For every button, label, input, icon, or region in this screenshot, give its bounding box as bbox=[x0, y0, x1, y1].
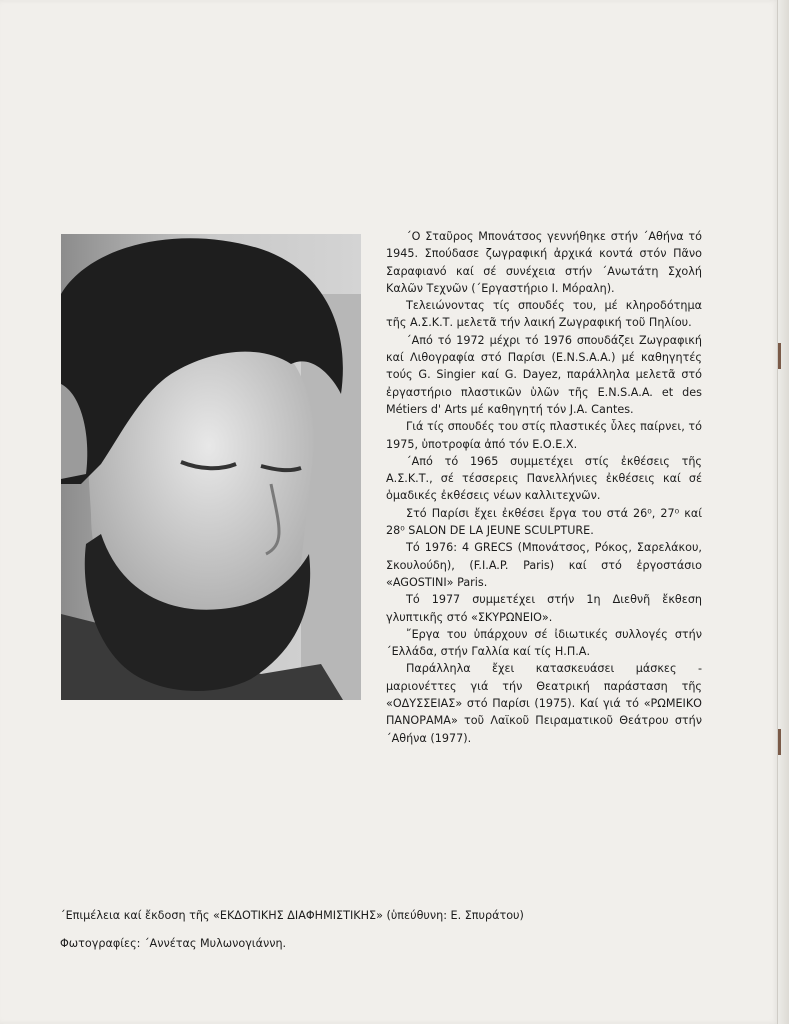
artist-portrait-photo bbox=[61, 234, 361, 700]
staple-mark bbox=[778, 343, 781, 369]
bio-paragraph: Στό Παρίσι ἔχει ἐκθέσει ἔργα του στά 26⁰, 27⁰ καί 28⁰ SALON DE LA JEUNE SCULPTURE. bbox=[386, 506, 702, 538]
bio-paragraph: Γιά τίς σπουδές του στίς πλαστικές ὗλες παίρνει, τό 1975, ὑποτροφία ἀπό τόν Ε.Ο.Ε.Χ. bbox=[386, 420, 702, 451]
bio-paragraph: Τελειώνοντας τίς σπουδές του, μέ κληροδότημα τῆς Α.Σ.Κ.Τ. μελετᾶ τήν λαική Ζωγραφική τοῦ Πηλίου. bbox=[386, 299, 702, 330]
bio-paragraph: Τό 1976: 4 GRECS (Μπονάτσος, Ρόκος, Σαρελάκου, Σκουλούδη), (F.I.A.P. Paris) καί στό ἐργοστάσιο «AGOSTINI» Paris. bbox=[386, 541, 702, 589]
bio-paragraph: Τό 1977 συμμετέχει στήν 1η Διεθνῆ ἔκθεση γλυπτικῆς στό «ΣΚΥΡΩΝΕΙΟ». bbox=[386, 593, 702, 624]
bio-paragraph: ΄Από τό 1965 συμμετέχει στίς ἐκθέσεις τῆς Α.Σ.Κ.Τ., σέ τέσσερεις Πανελλήνιες ἐκθέσεις καί σέ ὁμαδικές ἐκθέσεις νέων καλλιτεχνῶν. bbox=[386, 454, 702, 503]
biography-text bbox=[386, 228, 702, 747]
editing-credit: ΄Επιμέλεια καί ἔκδοση τῆς «ΕΚΔΟΤΙΚΗΣ ΔΙΑΦΗΜΙΣΤΙΚΗΣ» (ὑπεύθυνη: Ε. Σπυράτου) bbox=[60, 909, 524, 922]
photo-credit: Φωτογραφίες: ΄Αννέτας Μυλωνογιάννη. bbox=[60, 937, 287, 950]
bio-paragraph: ΄Ο Σταῦρος Μπονάτσος γεννήθηκε στήν ΄Αθήνα τό 1945. Σπούδασε ζωγραφική ἀρχικά κοντά στόν Πᾶνο Σαραφιανό καί σέ συνέχεια στήν ΄Ανωτάτη Σχολή Καλῶν Τεχνῶν (΄Εργαστήριο Ι. Μόραλη). bbox=[386, 230, 702, 295]
bio-paragraph: ῎Εργα του ὑπάρχουν σέ ἰδιωτικές συλλογές στήν ΄Ελλάδα, στήν Γαλλία καί τίς Η.Π.Α. bbox=[386, 627, 702, 659]
bio-paragraph: Παράλληλα ἔχει κατασκευάσει μάσκες - μαριονέττες γιά τήν Θεατρική παράσταση τῆς «ΟΔΥΣΣΕΙΑΣ» στό Παρίσι (1975). Καί γιά τό «ΡΩΜΕΙΚΟ ΠΑΝΟΡΑΜΑ» τοῦ Λαϊκοῦ Πειραματικοῦ Θεάτρου στήν ΄Αθήνα (1977). bbox=[386, 662, 702, 745]
bio-paragraph: ΄Από τό 1972 μέχρι τό 1976 σπουδάζει Ζωγραφική καί Λιθογραφία στό Παρίσι (E.N.S.A.A.) μέ καθηγητές τούς G. Singier καί G. Dayez, παράλληλα μελετᾶ στό ἐργαστήριο πλαστικῶν ὑλῶν τῆς E.N.S.A.A. et des Métiers d' Arts μέ καθηγητή τόν J.A. Cantes. bbox=[386, 333, 702, 416]
page-edge bbox=[777, 0, 789, 1024]
staple-mark bbox=[778, 729, 781, 755]
credits bbox=[60, 907, 700, 963]
